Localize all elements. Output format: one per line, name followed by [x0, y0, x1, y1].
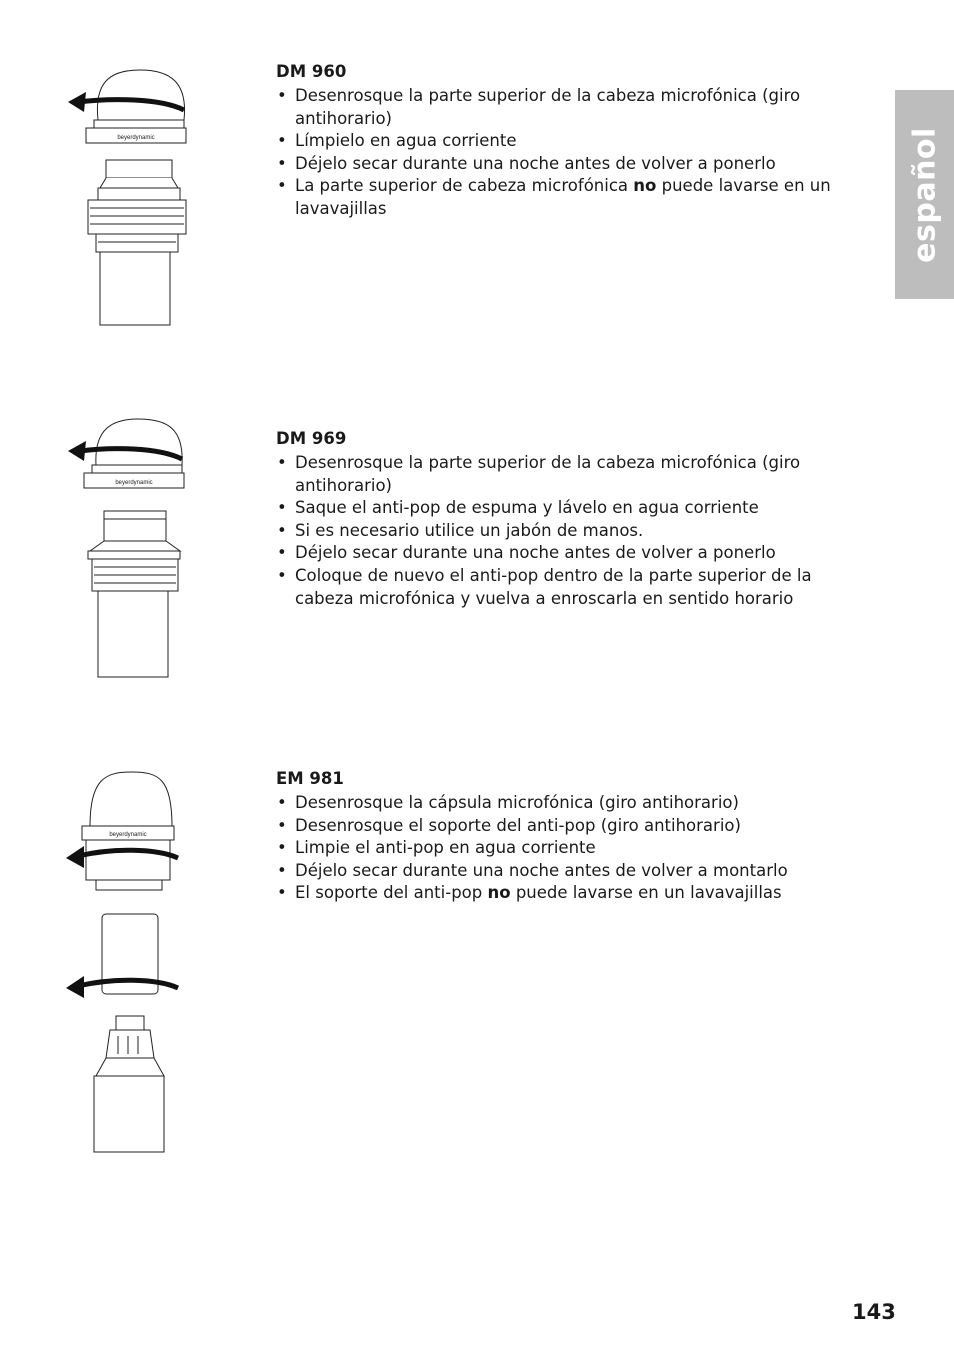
list-item: • Si es necesario utilice un jabón de manos. [276, 520, 856, 543]
list-item: • Coloque de nuevo el anti-pop dentro de la parte superior de la cabeza microfónica y vuelva a enroscarla en sentido horario [276, 565, 856, 610]
language-tab-label: español [907, 126, 942, 263]
bullet-list [276, 85, 856, 221]
page-number: 143 [852, 1300, 896, 1324]
section-title: DM 960 [276, 62, 347, 81]
arrow-left-icon [66, 846, 84, 868]
list-item: • Limpie el anti-pop en agua corriente [276, 837, 856, 860]
language-tab [895, 90, 954, 299]
dm969-illustration [60, 415, 200, 680]
arrow-left-icon [68, 441, 86, 461]
brand-label: beyerdynamic [117, 135, 155, 141]
list-item: • Déjelo secar durante una noche antes de volver a ponerlo [276, 542, 856, 565]
section-em981 [276, 767, 856, 905]
brand-label: beyerdynamic [115, 480, 153, 486]
section-dm960 [276, 60, 856, 221]
list-item: • Desenrosque el soporte del anti-pop (giro antihorario) [276, 815, 856, 838]
bullet-list [276, 792, 856, 905]
dm960-illustration [60, 62, 200, 330]
section-title: EM 981 [276, 769, 344, 788]
list-item: • Desenrosque la cápsula microfónica (giro antihorario) [276, 792, 856, 815]
arrow-left-icon [68, 92, 86, 112]
list-item: • Desenrosque la parte superior de la cabeza microfónica (giro antihorario) [276, 85, 856, 130]
list-item: • El soporte del anti-pop no puede lavarse en un lavavajillas [276, 882, 856, 905]
list-item: • Desenrosque la parte superior de la cabeza microfónica (giro antihorario) [276, 452, 856, 497]
em981-illustration [60, 768, 200, 1156]
list-item: • Saque el anti-pop de espuma y lávelo en agua corriente [276, 497, 856, 520]
section-dm969 [276, 427, 856, 610]
arrow-left-icon [66, 976, 84, 998]
section-title: DM 969 [276, 429, 347, 448]
list-item: • Límpielo en agua corriente [276, 130, 856, 153]
brand-label: beyerdynamic [109, 832, 147, 838]
list-item: • Déjelo secar durante una noche antes de volver a ponerlo [276, 153, 856, 176]
list-item: • La parte superior de cabeza microfónica no puede lavarse en un lavavajillas [276, 175, 856, 220]
bullet-list [276, 452, 856, 610]
list-item: • Déjelo secar durante una noche antes de volver a montarlo [276, 860, 856, 883]
